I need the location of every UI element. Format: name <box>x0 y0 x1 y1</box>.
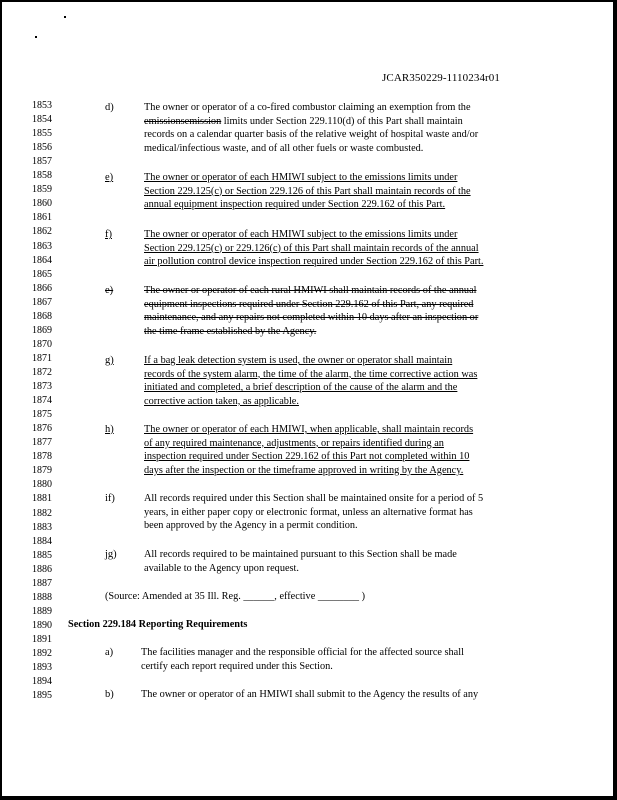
line-number: 1854 <box>32 114 52 125</box>
line-number: 1879 <box>32 465 52 477</box>
scan-speck <box>64 16 66 18</box>
paragraph-g-text: If a bag leak detection system is used, the owner or operator shall maintain records of the system alarm, the time of the alarm, the time corrective action was initiated and completed, a brief description of the cause of the alarm and the corrective action taken, as applicable. <box>144 355 478 407</box>
source-note: (Source: Amended at 35 Ill. Reg. ______, effective ________ ) <box>105 591 366 602</box>
line-number: 1862 <box>32 226 52 238</box>
paragraph-i-text: All records required under this Section shall be maintained onsite for a period of 5 years, in either paper copy or electronic format, unless an alternative format has been approved by the Agency in a permit condition. <box>144 493 484 532</box>
line-number: 1864 <box>32 254 52 266</box>
line-number: 1894 <box>32 676 52 688</box>
line-number: 1856 <box>32 142 52 154</box>
line-number: 1892 <box>32 648 52 659</box>
paragraph-j-text: All records required to be maintained pursuant to this Section shall be made available to the Agency upon request. <box>144 549 457 574</box>
paragraph-e-label: e) <box>105 172 114 183</box>
line-number: 1880 <box>32 479 52 491</box>
line-number: 1875 <box>32 409 52 421</box>
line-number: 1865 <box>32 268 52 280</box>
line-number: 1872 <box>32 366 52 378</box>
paragraph-e-old-label: e) <box>105 285 114 296</box>
line-number: 1868 <box>32 310 52 322</box>
paragraph-g-label: g) <box>105 355 114 366</box>
paragraph-d-text: The owner or operator of a co-fired combustor claiming an exemption from the emissionsemission limits under Section 229.110(d) of this Part shall maintain records on a calendar quarter basis of the relative weight of hospital waste and/or medical/infectious waste, and of all other fuels or waste combusted. <box>144 102 479 154</box>
line-number: 1859 <box>32 184 52 196</box>
line-number: 1887 <box>32 577 52 589</box>
line-number: 1885 <box>32 549 52 561</box>
line-number: 1863 <box>32 240 52 252</box>
document-page <box>2 2 613 796</box>
paragraph-i-label: if) <box>105 493 115 504</box>
scan-speck <box>35 36 37 38</box>
line-number: 1869 <box>32 324 52 336</box>
line-number: 1874 <box>32 395 52 407</box>
line-number: 1890 <box>32 619 52 631</box>
line-number: 1884 <box>32 535 52 547</box>
section-heading: Section 229.184 Reporting Requirements <box>68 619 248 630</box>
line-number: 1876 <box>32 423 52 435</box>
line-number: 1888 <box>32 591 52 603</box>
paragraph-h-text: The owner or operator of each HMIWI, when applicable, shall maintain records of any required maintenance, adjustments, or repairs identified during an inspection required under Section 229.162 of this Part not completed within 10 days after the inspection or the timeframe approved in writing by the Agency. <box>144 424 474 476</box>
line-number: 1878 <box>32 451 52 463</box>
line-number: 1882 <box>32 507 52 519</box>
line-number: 1871 <box>32 352 52 364</box>
line-number: 1889 <box>32 605 52 617</box>
line-number: 1857 <box>32 156 52 168</box>
line-number: 1883 <box>32 521 52 533</box>
line-number: 1886 <box>32 563 52 575</box>
paragraph-d-label: d) <box>105 102 114 113</box>
line-number: 1858 <box>32 170 52 182</box>
line-number: 1877 <box>32 437 52 449</box>
line-number: 1891 <box>32 633 52 645</box>
line-number: 1895 <box>32 690 52 702</box>
section-a-text: The facilities manager and the responsible official for the affected source shall certify each report required under this Section. <box>141 647 464 672</box>
document-id: JCAR350229-1110234r01 <box>382 72 501 84</box>
paragraph-e-text: The owner or operator of each HMIWI subject to the emissions limits under Section 229.125(c) or Section 229.126 of this Part shall maintain records of the annual equipment inspection required under Section 229.162 of this Part. <box>144 172 471 211</box>
section-b-label: b) <box>105 689 114 700</box>
paragraph-h-label: h) <box>105 424 114 435</box>
line-number: 1866 <box>32 282 52 294</box>
line-number: 1860 <box>32 198 52 210</box>
line-number: 1893 <box>32 662 52 673</box>
line-number: 1853 <box>32 100 52 111</box>
section-a-label: a) <box>105 647 114 658</box>
paragraph-f-label: f) <box>105 229 112 240</box>
section-b-text: The owner or operator of an HMIWI shall submit to the Agency the results of any <box>141 689 479 700</box>
line-number: 1881 <box>32 493 52 505</box>
paragraph-j-label: jg) <box>105 549 117 560</box>
line-number: 1861 <box>32 212 52 224</box>
line-number: 1873 <box>32 381 52 392</box>
line-number: 1855 <box>32 128 52 140</box>
paragraph-e-old-text: The owner or operator of each rural HMIWI shall maintain records of the annual equipment inspections required under Section 229.162 of this Part, any required maintenance, and any repairs not completed within 10 days after an inspection or the time frame established by the Agency. <box>144 285 479 337</box>
paragraph-f-text: The owner or operator of each HMIWI subject to the emissions limits under Section 229.125(c) or 229.126(c) of this Part shall maintain records of the annual air pollution control device inspection required under Section 229.162 of this Part. <box>144 229 484 268</box>
line-number: 1870 <box>32 338 52 350</box>
line-number: 1867 <box>32 296 52 308</box>
